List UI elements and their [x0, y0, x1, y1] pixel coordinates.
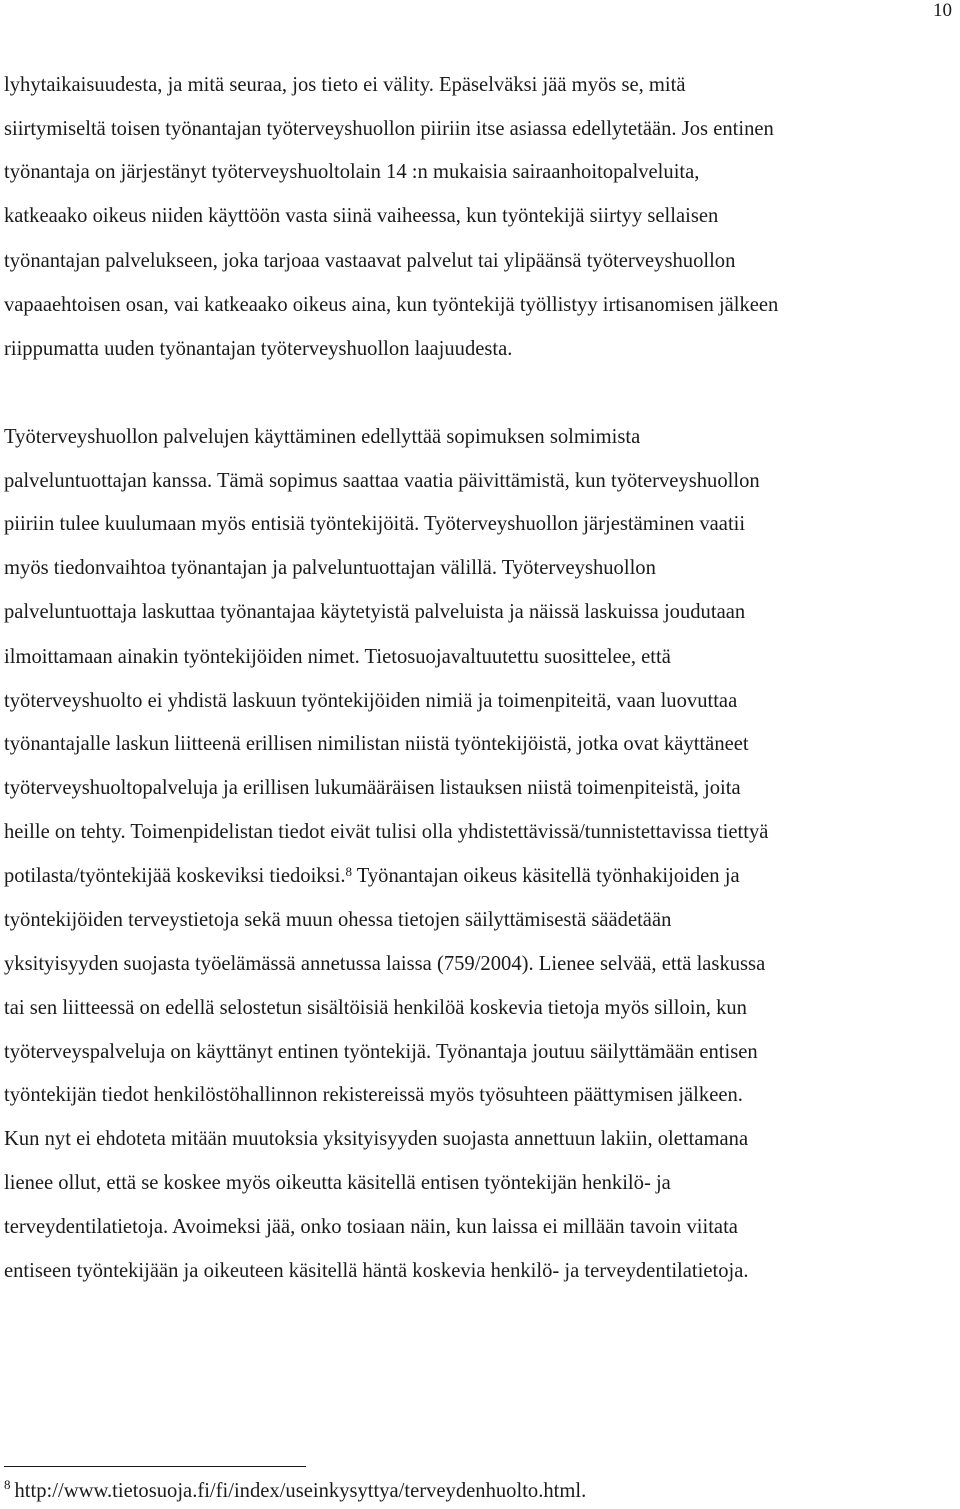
- body-line: työnantaja on järjestänyt työterveyshuoltolain 14 :n mukaisia sairaanhoitopalveluita,: [4, 161, 700, 183]
- body-line: työterveyspalveluja on käyttänyt entinen työntekijä. Työnantaja joutuu säilyttämään entisen: [4, 1041, 758, 1063]
- body-line: Kun nyt ei ehdoteta mitään muutoksia yksityisyyden suojasta annettuun lakiin, olettamana: [4, 1128, 749, 1150]
- body-text: potilasta/työntekijää koskeviksi tiedoiksi.: [4, 865, 346, 887]
- body-line: palveluntuottajan kanssa. Tämä sopimus saattaa vaatia päivittämistä, kun työterveyshuollon: [4, 470, 760, 492]
- body-line: tai sen liitteessä on edellä selostetun sisältöisiä henkilöä koskevia tietoja myös silloin, kun: [4, 997, 747, 1019]
- page-number: 10: [933, 0, 952, 21]
- body-line: piiriin tulee kuulumaan myös entisiä työntekijöitä. Työterveyshuollon järjestäminen vaatii: [4, 513, 746, 535]
- body-text: Työnantajan oikeus käsitellä työnhakijoiden ja: [351, 865, 740, 887]
- footnote-separator: [4, 1466, 306, 1467]
- body-line: riippumatta uuden työnantajan työterveyshuollon laajuudesta.: [4, 338, 513, 360]
- footnote: [4, 1478, 586, 1506]
- body-line: ilmoittamaan ainakin työntekijöiden nimet. Tietosuojavaltuutettu suosittelee, että: [4, 646, 671, 668]
- body-line: lyhytaikaisuudesta, ja mitä seuraa, jos tieto ei välity. Epäselväksi jää myös se, mitä: [4, 74, 686, 96]
- body-line: katkeaako oikeus niiden käyttöön vasta siinä vaiheessa, kun työntekijä siirtyy sellaisen: [4, 205, 719, 227]
- body-line: työntekijöiden terveystietoja sekä muun ohessa tietojen säilyttämisestä säädetään: [4, 909, 672, 931]
- body-line: yksityisyyden suojasta työelämässä annetussa laissa (759/2004). Lienee selvää, että laskussa: [4, 953, 766, 975]
- footnote-number: 8: [4, 1477, 11, 1492]
- body-line: lienee ollut, että se koskee myös oikeutta käsitellä entisen työntekijän henkilö- ja: [4, 1172, 671, 1194]
- body-line-with-footnote: [4, 864, 740, 888]
- body-line: entiseen työntekijään ja oikeuteen käsitellä häntä koskevia henkilö- ja terveydentilatietoja.: [4, 1260, 749, 1282]
- body-line: vapaaehtoisen osan, vai katkeaako oikeus aina, kun työntekijä työllistyy irtisanomisen jälkeen: [4, 294, 779, 316]
- body-line: siirtymiseltä toisen työnantajan työterveyshuollon piiriin itse asiassa edellytetään. Jos entinen: [4, 118, 774, 140]
- body-line: Työterveyshuollon palvelujen käyttäminen edellyttää sopimuksen solmimista: [4, 426, 641, 448]
- body-line: työterveyshuoltopalveluja ja erillisen lukumääräisen listauksen niistä toimenpiteistä, joita: [4, 777, 741, 799]
- footnote-marker[interactable]: 8: [345, 864, 352, 879]
- body-line: työterveyshuolto ei yhdistä laskuun työntekijöiden nimiä ja toimenpiteitä, vaan luovuttaa: [4, 690, 738, 712]
- body-line: terveydentilatietoja. Avoimeksi jää, onko tosiaan näin, kun laissa ei millään tavoin viitata: [4, 1216, 738, 1238]
- body-line: työnantajan palvelukseen, joka tarjoaa vastaavat palvelut tai ylipäänsä työterveyshuollon: [4, 250, 736, 272]
- footnote-link[interactable]: http://www.tietosuoja.fi/fi/index/useinkysyttya/terveydenhuolto.html.: [14, 1480, 587, 1502]
- body-line: heille on tehty. Toimenpidelistan tiedot eivät tulisi olla yhdistettävissä/tunnistettavissa tiettyä: [4, 821, 769, 843]
- body-line: työntekijän tiedot henkilöstöhallinnon rekistereissä myös työsuhteen päättymisen jälkeen.: [4, 1084, 743, 1106]
- body-line: palveluntuottaja laskuttaa työnantajaa käytetyistä palveluista ja näissä laskuissa joudutaan: [4, 601, 746, 623]
- body-line: myös tiedonvaihtoa työnantajan ja palveluntuottajan välillä. Työterveyshuollon: [4, 557, 656, 579]
- body-line: työnantajalle laskun liitteenä erillisen nimilistan niistä työntekijöistä, jotka ovat käyttäneet: [4, 733, 749, 755]
